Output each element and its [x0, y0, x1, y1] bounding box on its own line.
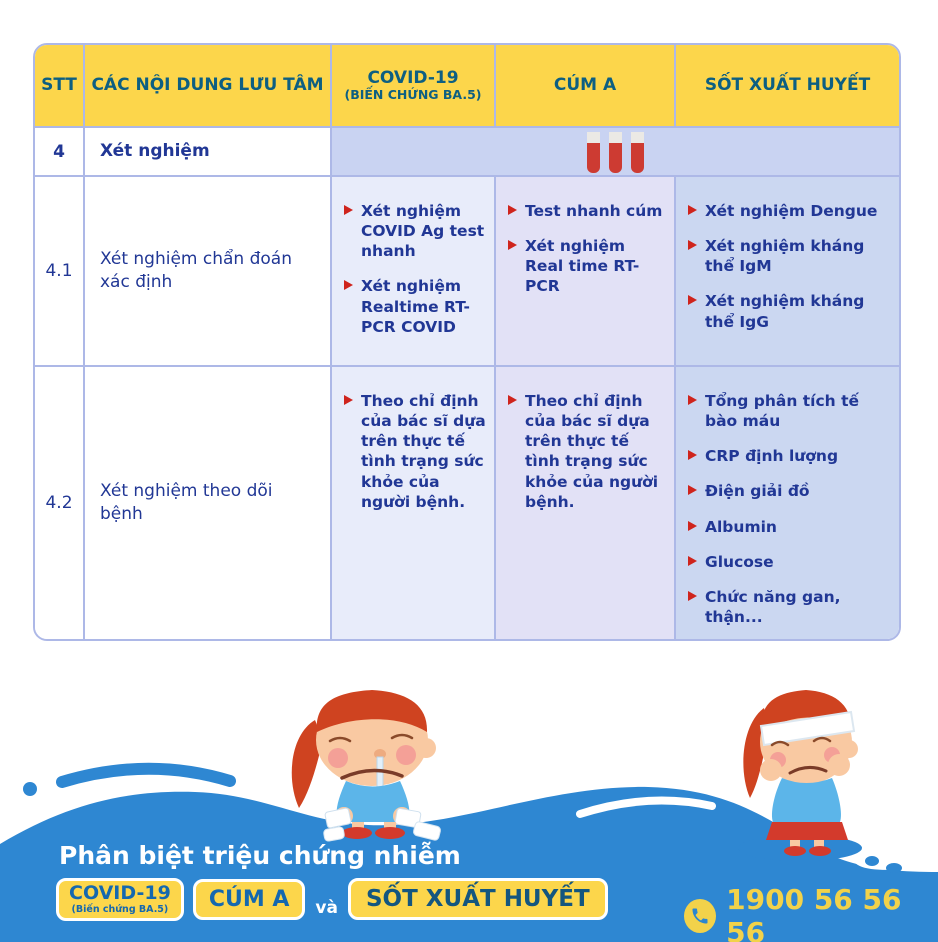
bullet-text: Xét nghiệm kháng thể IgM	[705, 237, 865, 276]
row-4-2-covid-list	[332, 367, 496, 639]
hotline[interactable]	[684, 883, 938, 942]
disease-badges	[56, 878, 608, 921]
footer-title: Phân biệt triệu chứng nhiễm	[59, 841, 461, 870]
section-number: 4	[35, 128, 85, 177]
red-triangle-bullet-icon	[344, 280, 353, 290]
red-triangle-bullet-icon	[688, 240, 697, 250]
red-triangle-bullet-icon	[508, 395, 517, 405]
test-tube-icon	[609, 132, 622, 173]
red-triangle-bullet-icon	[688, 295, 697, 305]
row-4-1-covid-list	[332, 177, 496, 367]
row-4-1-sxh-list	[676, 177, 899, 367]
bullet-item	[688, 517, 891, 537]
bullet-text: Điện giải đồ	[705, 482, 810, 501]
bullet-item	[688, 446, 891, 466]
row-4-1-label: Xét nghiệm chẩn đoán xác định	[85, 177, 332, 367]
bullet-item	[688, 201, 891, 221]
bullet-text: Glucose	[705, 552, 774, 571]
header-covid19-title: COVID-19	[367, 67, 459, 88]
red-triangle-bullet-icon	[508, 205, 517, 215]
bullet-item	[688, 291, 891, 331]
badge-covid19-sublabel: (Biến chứng BA.5)	[71, 904, 169, 915]
red-triangle-bullet-icon	[508, 240, 517, 250]
bullet-item	[688, 391, 891, 431]
droplet	[865, 856, 879, 866]
bullet-item	[508, 391, 666, 512]
test-tubes-cell	[332, 128, 899, 177]
bullet-item	[508, 201, 666, 221]
bullet-text: Xét nghiệm COVID Ag test nhanh	[361, 202, 485, 261]
row-4-2-cum-a-list	[496, 367, 676, 639]
badge-cum-a: CÚM A	[193, 879, 306, 920]
bullet-text: Test nhanh cúm	[525, 202, 663, 220]
red-triangle-bullet-icon	[688, 485, 697, 495]
bullet-text: Xét nghiệm Dengue	[705, 202, 878, 220]
badge-covid19-label: COVID-19	[69, 882, 171, 904]
bullet-item	[688, 236, 891, 276]
row-4-2-label: Xét nghiệm theo dõi bệnh	[85, 367, 332, 639]
footer-banner	[0, 642, 938, 942]
bullet-item	[688, 552, 891, 572]
bullet-text: Xét nghiệm Real time RT-PCR	[525, 237, 640, 296]
bullet-item	[688, 587, 891, 627]
red-triangle-bullet-icon	[688, 450, 697, 460]
bullet-text: Xét nghiệm Realtime RT-PCR COVID	[361, 277, 470, 336]
comparison-table	[33, 43, 901, 641]
header-stt: STT	[35, 45, 85, 128]
badge-sot-xuat-huyet: SỐT XUẤT HUYẾT	[348, 878, 608, 920]
conjunction-text: và	[315, 897, 338, 918]
bullet-item	[344, 391, 486, 512]
droplet	[918, 874, 928, 882]
header-cum-a: CÚM A	[496, 45, 676, 128]
header-covid19	[332, 45, 496, 128]
test-tube-icon	[587, 132, 600, 173]
splash-dot	[23, 782, 37, 796]
red-triangle-bullet-icon	[688, 521, 697, 531]
row-4-1-number: 4.1	[35, 177, 85, 367]
bullet-item	[688, 481, 891, 501]
red-triangle-bullet-icon	[344, 205, 353, 215]
bullet-text: CRP định lượng	[705, 447, 839, 466]
swoosh-stroke	[62, 769, 230, 782]
bullet-text: Tổng phân tích tế bào máu	[705, 392, 860, 431]
badge-covid19	[56, 878, 184, 921]
red-triangle-bullet-icon	[688, 395, 697, 405]
droplet	[886, 863, 902, 873]
bullet-item	[344, 276, 486, 336]
red-triangle-bullet-icon	[688, 556, 697, 566]
row-4-2-sxh-list	[676, 367, 899, 639]
header-covid19-subtitle: (BIẾN CHỨNG BA.5)	[344, 87, 482, 103]
blood-test-tubes-icon	[587, 132, 644, 173]
test-tube-icon	[631, 132, 644, 173]
bullet-text: Theo chỉ định của bác sĩ dựa trên thực tế tình trạng sức khỏe của người bệnh.	[361, 392, 486, 511]
hotline-number: 1900 56 56 56	[726, 883, 902, 942]
bullet-item	[508, 236, 666, 296]
header-noi-dung: CÁC NỘI DUNG LƯU TÂM	[85, 45, 332, 128]
bullet-text: Theo chỉ định của bác sĩ dựa trên thực tế tình trạng sức khỏe của người bệnh.	[525, 392, 659, 511]
red-triangle-bullet-icon	[688, 591, 697, 601]
header-sot-xuat-huyet: SỐT XUẤT HUYẾT	[676, 45, 899, 128]
bullet-item	[344, 201, 486, 261]
row-4-1-cum-a-list	[496, 177, 676, 367]
phone-icon	[684, 899, 716, 933]
bullet-text: Xét nghiệm kháng thể IgG	[705, 292, 865, 331]
bullet-text: Albumin	[705, 517, 777, 536]
row-4-2-number: 4.2	[35, 367, 85, 639]
bullet-text: Chức năng gan, thận...	[705, 587, 841, 626]
section-label: Xét nghiệm	[85, 128, 332, 177]
red-triangle-bullet-icon	[344, 395, 353, 405]
red-triangle-bullet-icon	[688, 205, 697, 215]
